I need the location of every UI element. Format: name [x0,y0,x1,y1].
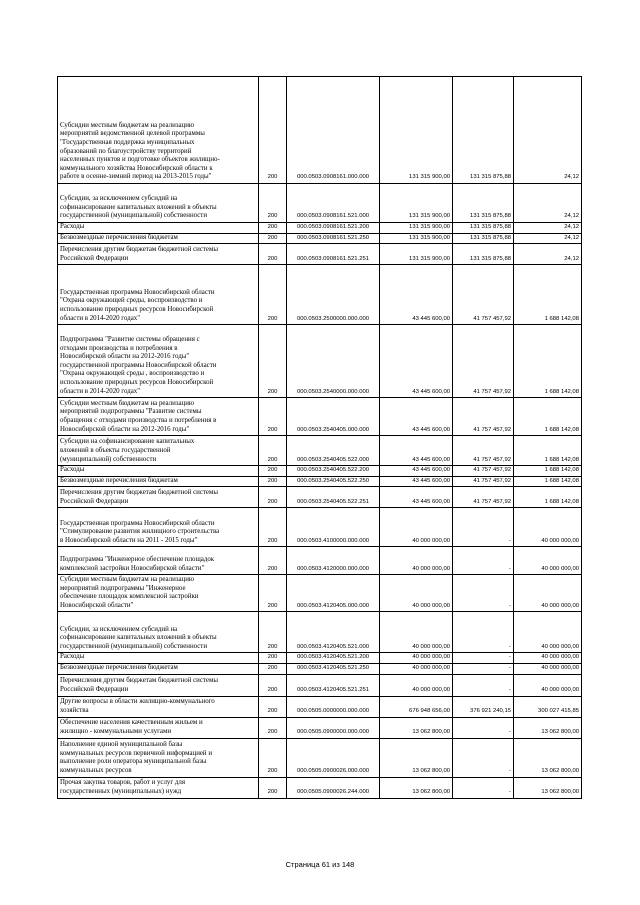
table-row [58,265,582,325]
budget-code: 000.0503.4100000.000.000 [287,508,380,547]
executed-amount: 41 757 457,92 [453,325,514,398]
table-row [58,696,582,717]
remaining-amount: 13 062 800,00 [514,738,582,777]
executed-amount: - [453,738,514,777]
table-row [58,777,582,798]
row-name: Субсидии, за исключением субсидий на софинансирование капитальных вложений в объекты государственной (муниципальной) собственности [58,184,259,223]
remaining-amount: 1 688 142,08 [514,436,582,466]
remaining-amount: 300 027 415,85 [514,696,582,717]
budget-code: 000.0503.0908161.521.251 [287,244,380,265]
row-name: Субсидии местным бюджетам на реализацию мероприятий подпрограммы "Инженерное обеспечение площадок комплексной застройки Новосибирской области" [58,575,259,612]
admin-code: 200 [259,487,287,508]
planned-amount: 40 000 000,00 [380,547,453,575]
executed-amount: 41 757 457,92 [453,436,514,466]
planned-amount: 131 315 900,00 [380,233,453,244]
planned-amount: 40 000 000,00 [380,508,453,547]
remaining-amount: 1 688 142,08 [514,466,582,477]
budget-code: 000.0503.4120000.000.000 [287,547,380,575]
remaining-amount: 40 000 000,00 [514,612,582,653]
planned-amount: 13 062 800,00 [380,777,453,798]
remaining-amount: 13 062 800,00 [514,777,582,798]
table-row [58,466,582,477]
admin-code: 200 [259,696,287,717]
planned-amount: 43 445 600,00 [380,265,453,325]
table-row [58,398,582,436]
table-row [58,674,582,696]
table-row [58,663,582,674]
remaining-amount: 40 000 000,00 [514,508,582,547]
budget-code: 000.0503.0908161.521.250 [287,233,380,244]
planned-amount: 131 315 900,00 [380,244,453,265]
executed-amount: 131 315 875,88 [453,184,514,223]
row-name: Субсидии, за исключением субсидий на софинансирование капитальных вложений в объекты государственной (муниципальной) собственности [58,612,259,653]
planned-amount: 13 062 800,00 [380,738,453,777]
budget-code: 000.0503.2540405.000.000 [287,398,380,436]
admin-code: 200 [259,653,287,664]
executed-amount: 41 757 457,92 [453,398,514,436]
executed-amount: 41 757 457,92 [453,466,514,477]
row-name: Прочая закупка товаров, работ и услуг для государственных (муниципальных) нужд [58,777,259,798]
page-footer: Страница 61 из 148 [285,860,355,869]
planned-amount: 131 315 900,00 [380,223,453,234]
executed-amount: 41 757 457,92 [453,487,514,508]
row-name: Перечисления другим бюджетам бюджетной системы Российской Федерации [58,244,259,265]
admin-code: 200 [259,233,287,244]
admin-code: 200 [259,436,287,466]
admin-code: 200 [259,777,287,798]
admin-code: 200 [259,223,287,234]
admin-code: 200 [259,398,287,436]
row-name: Государственная программа Новосибирской области "Стимулирование развития жилищного строительства в Новосибирской области на 2011 - 2015 годы" [58,508,259,547]
budget-code: 000.0503.2540405.522.200 [287,466,380,477]
planned-amount: 43 445 600,00 [380,398,453,436]
executed-amount: - [453,674,514,696]
remaining-amount: 1 688 142,08 [514,265,582,325]
executed-amount: 131 315 875,88 [453,223,514,234]
budget-code: 000.0503.2500000.000.000 [287,265,380,325]
row-name: Расходы [58,466,259,477]
table-row [58,717,582,738]
remaining-amount: 13 062 800,00 [514,717,582,738]
admin-code: 200 [259,244,287,265]
remaining-amount: 1 688 142,08 [514,487,582,508]
row-name: Другие вопросы в области жилищно-коммунального хозяйства [58,696,259,717]
admin-code: 200 [259,738,287,777]
table-row [58,653,582,664]
remaining-amount: 1 688 142,08 [514,398,582,436]
budget-code: 000.0503.4120405.521.000 [287,612,380,653]
table-row [58,223,582,234]
admin-code: 200 [259,476,287,487]
row-name: Обеспечение населения качественным жильем и жилищно - коммунальными услугами [58,717,259,738]
admin-code: 200 [259,575,287,612]
row-name: Наполнение единой муниципальной базы коммунальных ресурсов первичной информацией и выполнение роли оператора муниципальной базы коммунальных ресурсов [58,738,259,777]
table-row [58,575,582,612]
row-name: Безвозмездные перечисления бюджетам [58,476,259,487]
budget-code: 000.0503.4120405.521.251 [287,674,380,696]
planned-amount: 40 000 000,00 [380,612,453,653]
table-row [58,547,582,575]
admin-code: 200 [259,717,287,738]
executed-amount: 41 757 457,92 [453,476,514,487]
admin-code: 200 [259,184,287,223]
table-row [58,244,582,265]
table-row [58,436,582,466]
planned-amount: 40 000 000,00 [380,653,453,664]
remaining-amount: 24,12 [514,77,582,184]
budget-code: 000.0503.2540000.000.000 [287,325,380,398]
row-name: Безвозмездные перечисления бюджетам [58,233,259,244]
budget-code: 000.0503.2540405.522.251 [287,487,380,508]
executed-amount: 131 315 875,88 [453,244,514,265]
table-row [58,77,582,184]
executed-amount: 41 757 457,92 [453,265,514,325]
admin-code: 200 [259,265,287,325]
remaining-amount: 24,12 [514,244,582,265]
planned-amount: 40 000 000,00 [380,663,453,674]
planned-amount: 43 445 600,00 [380,466,453,477]
admin-code: 200 [259,466,287,477]
table-row [58,233,582,244]
executed-amount: - [453,508,514,547]
planned-amount: 131 315 900,00 [380,77,453,184]
planned-amount: 40 000 000,00 [380,575,453,612]
row-name: Безвозмездные перечисления бюджетам [58,663,259,674]
row-name: Расходы [58,653,259,664]
planned-amount: 40 000 000,00 [380,674,453,696]
row-name: Субсидии местным бюджетам на реализацию мероприятий ведомственной целевой программы "Государственная поддержка муниципальных образований по благоустройству территорий населенных пунктов и подготовке объектов жилищно- коммунального хозяйства Новосибирской области к работе в осенне-зимний период на 2013-2015 годы" [58,77,259,184]
planned-amount: 131 315 900,00 [380,184,453,223]
budget-code: 000.0503.4120405.000.000 [287,575,380,612]
table-row [58,508,582,547]
budget-table [57,76,582,799]
budget-code: 000.0505.0900026.244.000 [287,777,380,798]
remaining-amount: 40 000 000,00 [514,575,582,612]
admin-code: 200 [259,77,287,184]
admin-code: 200 [259,547,287,575]
row-name: Подпрограмма "Развитие системы обращения с отходами производства и потребления в Новосибирской области на 2012-2016 годы" государственной программы Новосибирской области "Охрана окружающей среды , воспроизводство и использование природных ресурсов Новосибирской области в 2014-2020 годах" [58,325,259,398]
remaining-amount: 24,12 [514,233,582,244]
budget-code: 000.0503.4120405.521.200 [287,653,380,664]
budget-code: 000.0505.0900026.000.000 [287,738,380,777]
planned-amount: 43 445 600,00 [380,325,453,398]
planned-amount: 43 445 600,00 [380,436,453,466]
table-row [58,325,582,398]
table-row [58,612,582,653]
table-row [58,476,582,487]
executed-amount: 376 921 240,15 [453,696,514,717]
row-name: Перечисления другим бюджетам бюджетной системы Российской Федерации [58,674,259,696]
admin-code: 200 [259,663,287,674]
planned-amount: 43 445 600,00 [380,487,453,508]
budget-code: 000.0503.2540405.522.000 [287,436,380,466]
admin-code: 200 [259,612,287,653]
executed-amount: - [453,575,514,612]
executed-amount: - [453,717,514,738]
admin-code: 200 [259,325,287,398]
row-name: Субсидии на софинансирование капитальных вложений в объекты государственной (муниципальной) собственности [58,436,259,466]
table-row [58,184,582,223]
executed-amount: - [453,653,514,664]
planned-amount: 13 062 800,00 [380,717,453,738]
row-name: Подпрограмма "Инженерное обеспечение площадок комплексной застройки Новосибирской области" [58,547,259,575]
budget-code: 000.0503.2540405.522.250 [287,476,380,487]
remaining-amount: 24,12 [514,184,582,223]
remaining-amount: 1 688 142,08 [514,476,582,487]
remaining-amount: 40 000 000,00 [514,653,582,664]
remaining-amount: 40 000 000,00 [514,663,582,674]
table-row [58,738,582,777]
admin-code: 200 [259,508,287,547]
executed-amount: 131 315 875,88 [453,233,514,244]
budget-code: 000.0503.4120405.521.250 [287,663,380,674]
admin-code: 200 [259,674,287,696]
executed-amount: - [453,777,514,798]
executed-amount: - [453,612,514,653]
executed-amount: - [453,547,514,575]
row-name: Перечисления другим бюджетам бюджетной системы Российской Федерации [58,487,259,508]
row-name: Расходы [58,223,259,234]
planned-amount: 676 948 656,00 [380,696,453,717]
remaining-amount: 40 000 000,00 [514,547,582,575]
planned-amount: 43 445 600,00 [380,476,453,487]
budget-code: 000.0503.0908161.521.000 [287,184,380,223]
budget-code: 000.0505.0900000.000.000 [287,717,380,738]
remaining-amount: 1 688 142,08 [514,325,582,398]
budget-code: 000.0503.0908161.000.000 [287,77,380,184]
budget-code: 000.0503.0908161.521.200 [287,223,380,234]
executed-amount: 131 315 875,88 [453,77,514,184]
remaining-amount: 40 000 000,00 [514,674,582,696]
remaining-amount: 24,12 [514,223,582,234]
table-row [58,487,582,508]
budget-code: 000.0505.0000000.000.000 [287,696,380,717]
row-name: Государственная программа Новосибирской области "Охрана окружающей среды, воспроизводство и использование природных ресурсов Новосибирской области в 2014-2020 годах" [58,265,259,325]
executed-amount: - [453,663,514,674]
row-name: Субсидии местным бюджетам на реализацию мероприятий подпрограммы "Развитие системы обращения с отходами производства и потребления в Новосибирской области на 2012-2016 годы" [58,398,259,436]
